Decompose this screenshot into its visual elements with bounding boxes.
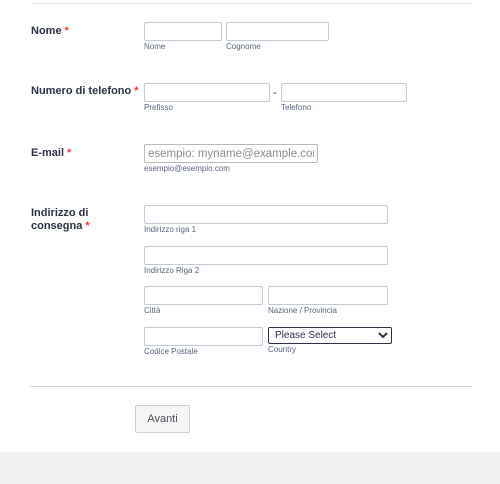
country-sublabel: Country <box>268 345 297 354</box>
phone-prefix-input[interactable] <box>144 83 270 102</box>
phone-required-mark: * <box>134 85 139 97</box>
email-label-text: E-mail <box>31 147 65 159</box>
address-label <box>31 207 90 233</box>
next-button[interactable]: Avanti <box>135 405 190 433</box>
address-line1-input[interactable] <box>144 205 388 224</box>
phone-number-sublabel: Telefono <box>281 103 312 112</box>
phone-label-text: Numero di telefono <box>31 85 132 97</box>
phone-prefix-sublabel: Prefisso <box>144 103 173 112</box>
state-province-sublabel: Nazione / Provincia <box>268 306 337 315</box>
name-required-mark: * <box>64 25 69 37</box>
country-select[interactable] <box>268 327 392 344</box>
city-input[interactable] <box>144 286 263 305</box>
top-divider <box>30 3 472 4</box>
address-label-line2: consegna <box>31 220 83 232</box>
last-name-sublabel: Cognome <box>226 42 261 51</box>
name-label-text: Nome <box>31 25 62 37</box>
postal-code-input[interactable] <box>144 327 263 346</box>
first-name-sublabel: Nome <box>144 42 166 51</box>
address-line1-sublabel: Indirizzo riga 1 <box>144 225 197 234</box>
page-footer <box>0 452 500 484</box>
address-label-line2-wrap <box>31 220 90 233</box>
name-label <box>31 25 69 38</box>
address-line2-sublabel: Indirizzo Riga 2 <box>144 266 200 275</box>
city-sublabel: Città <box>144 306 161 315</box>
address-line2-input[interactable] <box>144 246 388 265</box>
email-input[interactable] <box>144 144 318 163</box>
first-name-input[interactable] <box>144 22 222 41</box>
last-name-input[interactable] <box>226 22 329 41</box>
phone-separator: - <box>273 87 277 99</box>
phone-label <box>31 85 139 98</box>
email-label <box>31 147 71 160</box>
email-required-mark: * <box>67 147 72 159</box>
address-label-line1: Indirizzo di <box>31 207 89 219</box>
phone-number-input[interactable] <box>281 83 407 102</box>
bottom-divider <box>30 386 472 387</box>
state-province-input[interactable] <box>268 286 388 305</box>
email-sublabel: esempio@esempio.com <box>144 164 230 173</box>
address-required-mark: * <box>85 220 90 232</box>
postal-code-sublabel: Codice Postale <box>144 347 198 356</box>
